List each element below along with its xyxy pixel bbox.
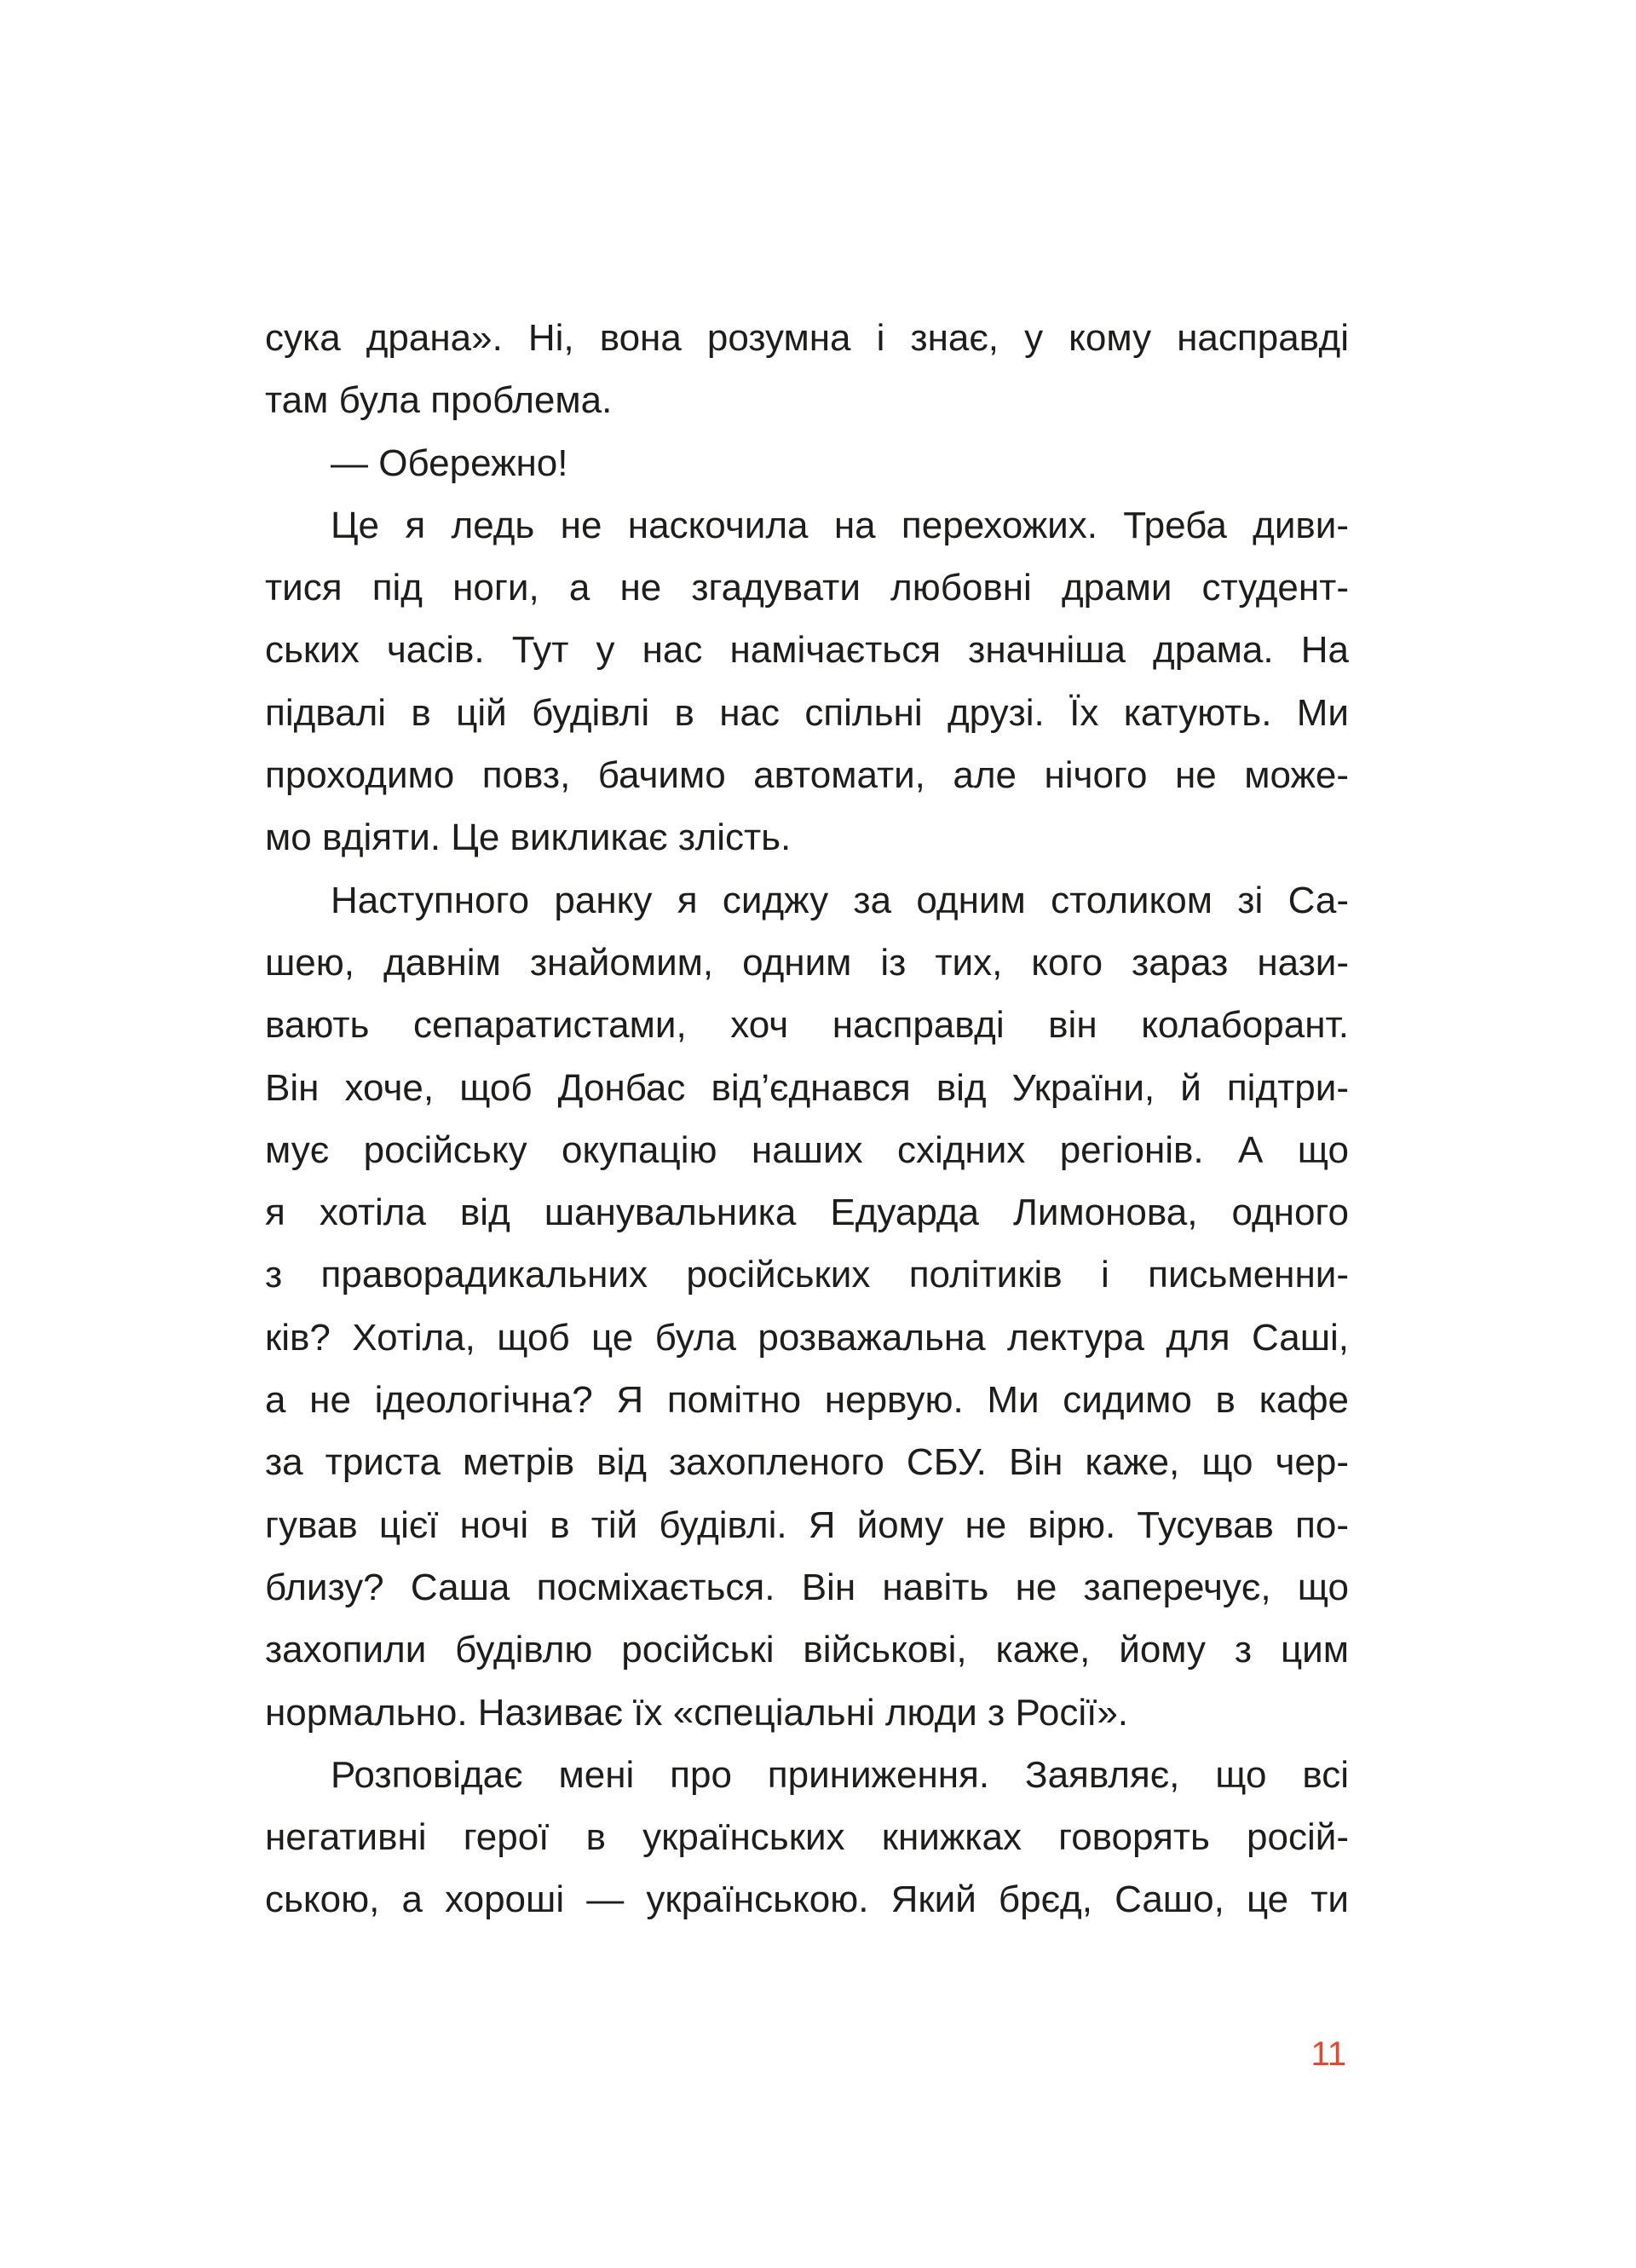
text-line: — Обережно!	[331, 441, 568, 484]
text-line: шею, давнім знайомим, одним із тих, кого зараз нази-	[265, 941, 1349, 984]
text-line: Наступного ранку я сиджу за одним столиком зі Са-	[331, 879, 1349, 921]
text-line: ських часів. Тут у нас намічається значніша драма. На	[265, 629, 1349, 672]
body-text	[265, 307, 1349, 1931]
text-line: ків? Хотіла, щоб це була розважальна лектура для Саші,	[265, 1316, 1349, 1359]
text-line: проходимо повз, бачимо автомати, але нічого не може-	[265, 754, 1349, 797]
text-line: Розповідає мені про приниження. Заявляє, що всі	[331, 1753, 1349, 1796]
text-line: Він хоче, щоб Донбас від’єднався від України, й підтри-	[265, 1066, 1349, 1109]
text-line: мо вдіяти. Це викликає злість.	[265, 817, 792, 859]
text-line: я хотіла від шанувальника Едуарда Лимонова, одного	[265, 1192, 1349, 1234]
text-line: мує російську окупацію наших східних регіонів. А що	[265, 1128, 1349, 1171]
text-line: ською, а хороші — українською. Який брєд, Сашо, це ти	[265, 1878, 1349, 1921]
text-line: тися під ноги, а не згадувати любовні драми студент-	[265, 567, 1349, 609]
text-line: сука драна». Ні, вона розумна і знає, у кому насправді	[265, 317, 1349, 359]
paragraph	[265, 432, 1349, 494]
text-line: захопили будівлю російські військові, каже, йому з цим	[265, 1629, 1349, 1671]
text-line: вають сепаратистами, хоч насправді він колаборант.	[265, 1004, 1349, 1047]
text-line: а не ідеологічна? Я помітно нервую. Ми сидимо в кафе	[265, 1379, 1349, 1422]
text-line: з праворадикальних російських політиків і письменни-	[265, 1254, 1349, 1296]
text-line: близу? Саша посміхається. Він навіть не заперечує, що	[265, 1566, 1349, 1608]
text-line: нормально. Називає їх «спеціальні люди з Росії».	[265, 1691, 1129, 1734]
page-number: 11	[1311, 2035, 1346, 2073]
text-line: негативні герої в українських книжках говорять росій-	[265, 1816, 1349, 1859]
paragraph	[265, 307, 1349, 432]
text-line: Це я ледь не наскочила на перехожих. Треба диви-	[331, 504, 1349, 546]
paragraph	[265, 494, 1349, 869]
paragraph	[265, 869, 1349, 1744]
text-line: підвалі в цій будівлі в нас спільні друзі. Їх катують. Ми	[265, 691, 1349, 734]
text-line: там була проблема.	[265, 379, 613, 422]
paragraph	[265, 1744, 1349, 1931]
text-line: за триста метрів від захопленого СБУ. Він каже, що чер-	[265, 1441, 1349, 1484]
text-line: гував цієї ночі в тій будівлі. Я йому не вірю. Тусував по-	[265, 1503, 1349, 1546]
